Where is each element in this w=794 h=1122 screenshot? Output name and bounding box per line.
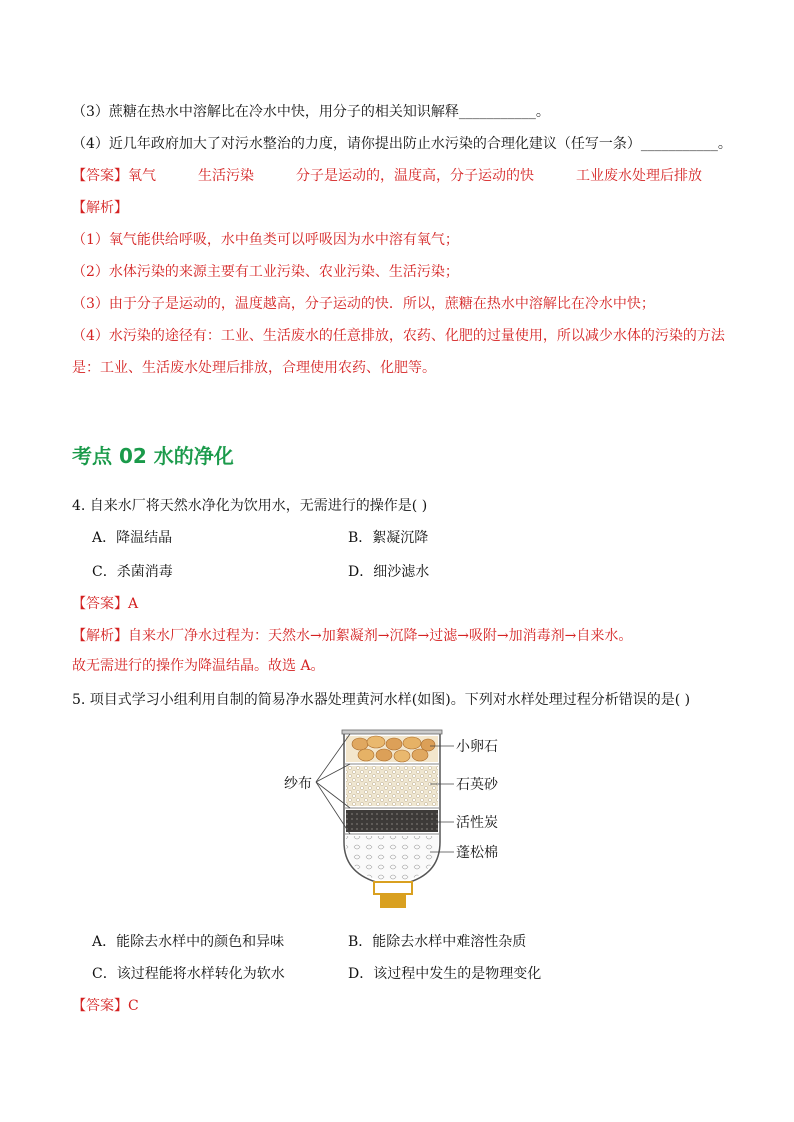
analysis-line-3: （3）由于分子是运动的，温度越高，分子运动的快．所以，蔗糖在热水中溶解比在冷水中快； bbox=[72, 296, 655, 312]
pebble-layer bbox=[346, 736, 438, 762]
analysis-line-2: （2）水体污染的来源主要有工业污染、农业污染、生活污染； bbox=[72, 264, 459, 280]
answer-tag: 【答案】 bbox=[72, 168, 128, 184]
bottle-cap bbox=[374, 882, 412, 894]
q5-answer: 【答案】C bbox=[72, 998, 139, 1014]
analysis-tag: 【解析】 bbox=[72, 200, 128, 216]
label-pebble: 小卵石 bbox=[456, 739, 498, 755]
section-heading: 考点 02 水的净化 bbox=[72, 444, 234, 468]
q4-option-a: A．降温结晶 bbox=[92, 530, 173, 546]
answer-1: 氧气 bbox=[128, 168, 156, 184]
sand-layer bbox=[346, 766, 438, 806]
analysis-line-4: （4）水污染的途径有：工业、生活废水的任意排放，农药、化肥的过量使用，所以减少水体的污染的方法 bbox=[72, 328, 725, 344]
carbon-layer bbox=[346, 810, 438, 832]
water-filter-figure bbox=[280, 722, 520, 922]
q5-option-c: C．该过程能将水样转化为软水 bbox=[92, 966, 285, 982]
question-5-stem: 5. 项目式学习小组利用自制的简易净水器处理黄河水样(如图)。下列对水样处理过程分析错误的是( ) bbox=[72, 692, 691, 708]
answer-2: 生活污染 bbox=[198, 168, 254, 184]
q5-option-a: A．能除去水样中的颜色和异味 bbox=[92, 934, 285, 950]
label-cotton: 蓬松棉 bbox=[456, 845, 498, 861]
answer-4: 工业废水处理后排放 bbox=[576, 168, 702, 184]
q4-option-c: C．杀菌消毒 bbox=[92, 564, 173, 580]
question-4-stem: 4. 自来水厂将天然水净化为饮用水，无需进行的操作是( ) bbox=[72, 498, 428, 514]
label-sand: 石英砂 bbox=[456, 777, 498, 793]
answer-3: 分子是运动的，温度高，分子运动的快 bbox=[296, 168, 534, 184]
analysis-line-1: （1）氧气能供给呼吸，水中鱼类可以呼吸因为水中溶有氧气； bbox=[72, 232, 459, 248]
label-gauze: 纱布 bbox=[284, 776, 312, 792]
q4-option-b: B．絮凝沉降 bbox=[348, 530, 429, 546]
q5-option-d: D．该过程中发生的是物理变化 bbox=[348, 966, 542, 982]
analysis-line-5: 是：工业、生活废水处理后排放，合理使用农药、化肥等。 bbox=[72, 360, 436, 376]
q4-analysis-1: 【解析】自来水厂净水过程为：天然水→加絮凝剂→沉降→过滤→吸附→加消毒剂→自来水。 bbox=[72, 628, 633, 644]
q4-analysis-2: 故无需进行的操作为降温结晶。故选 A。 bbox=[72, 658, 325, 674]
q5-option-b: B．能除去水样中难溶性杂质 bbox=[348, 934, 527, 950]
q4-option-d: D．细沙滤水 bbox=[348, 564, 430, 580]
q4-answer: 【答案】A bbox=[72, 596, 139, 612]
answer-line-1 bbox=[72, 166, 734, 186]
question-4-text: （4）近几年政府加大了对污水整治的力度，请你提出防止水污染的合理化建议（任写一条）___________。 bbox=[72, 136, 732, 152]
question-3-text: （3）蔗糖在热水中溶解比在冷水中快，用分子的相关知识解释___________。 bbox=[72, 104, 550, 120]
label-carbon: 活性炭 bbox=[456, 815, 498, 831]
